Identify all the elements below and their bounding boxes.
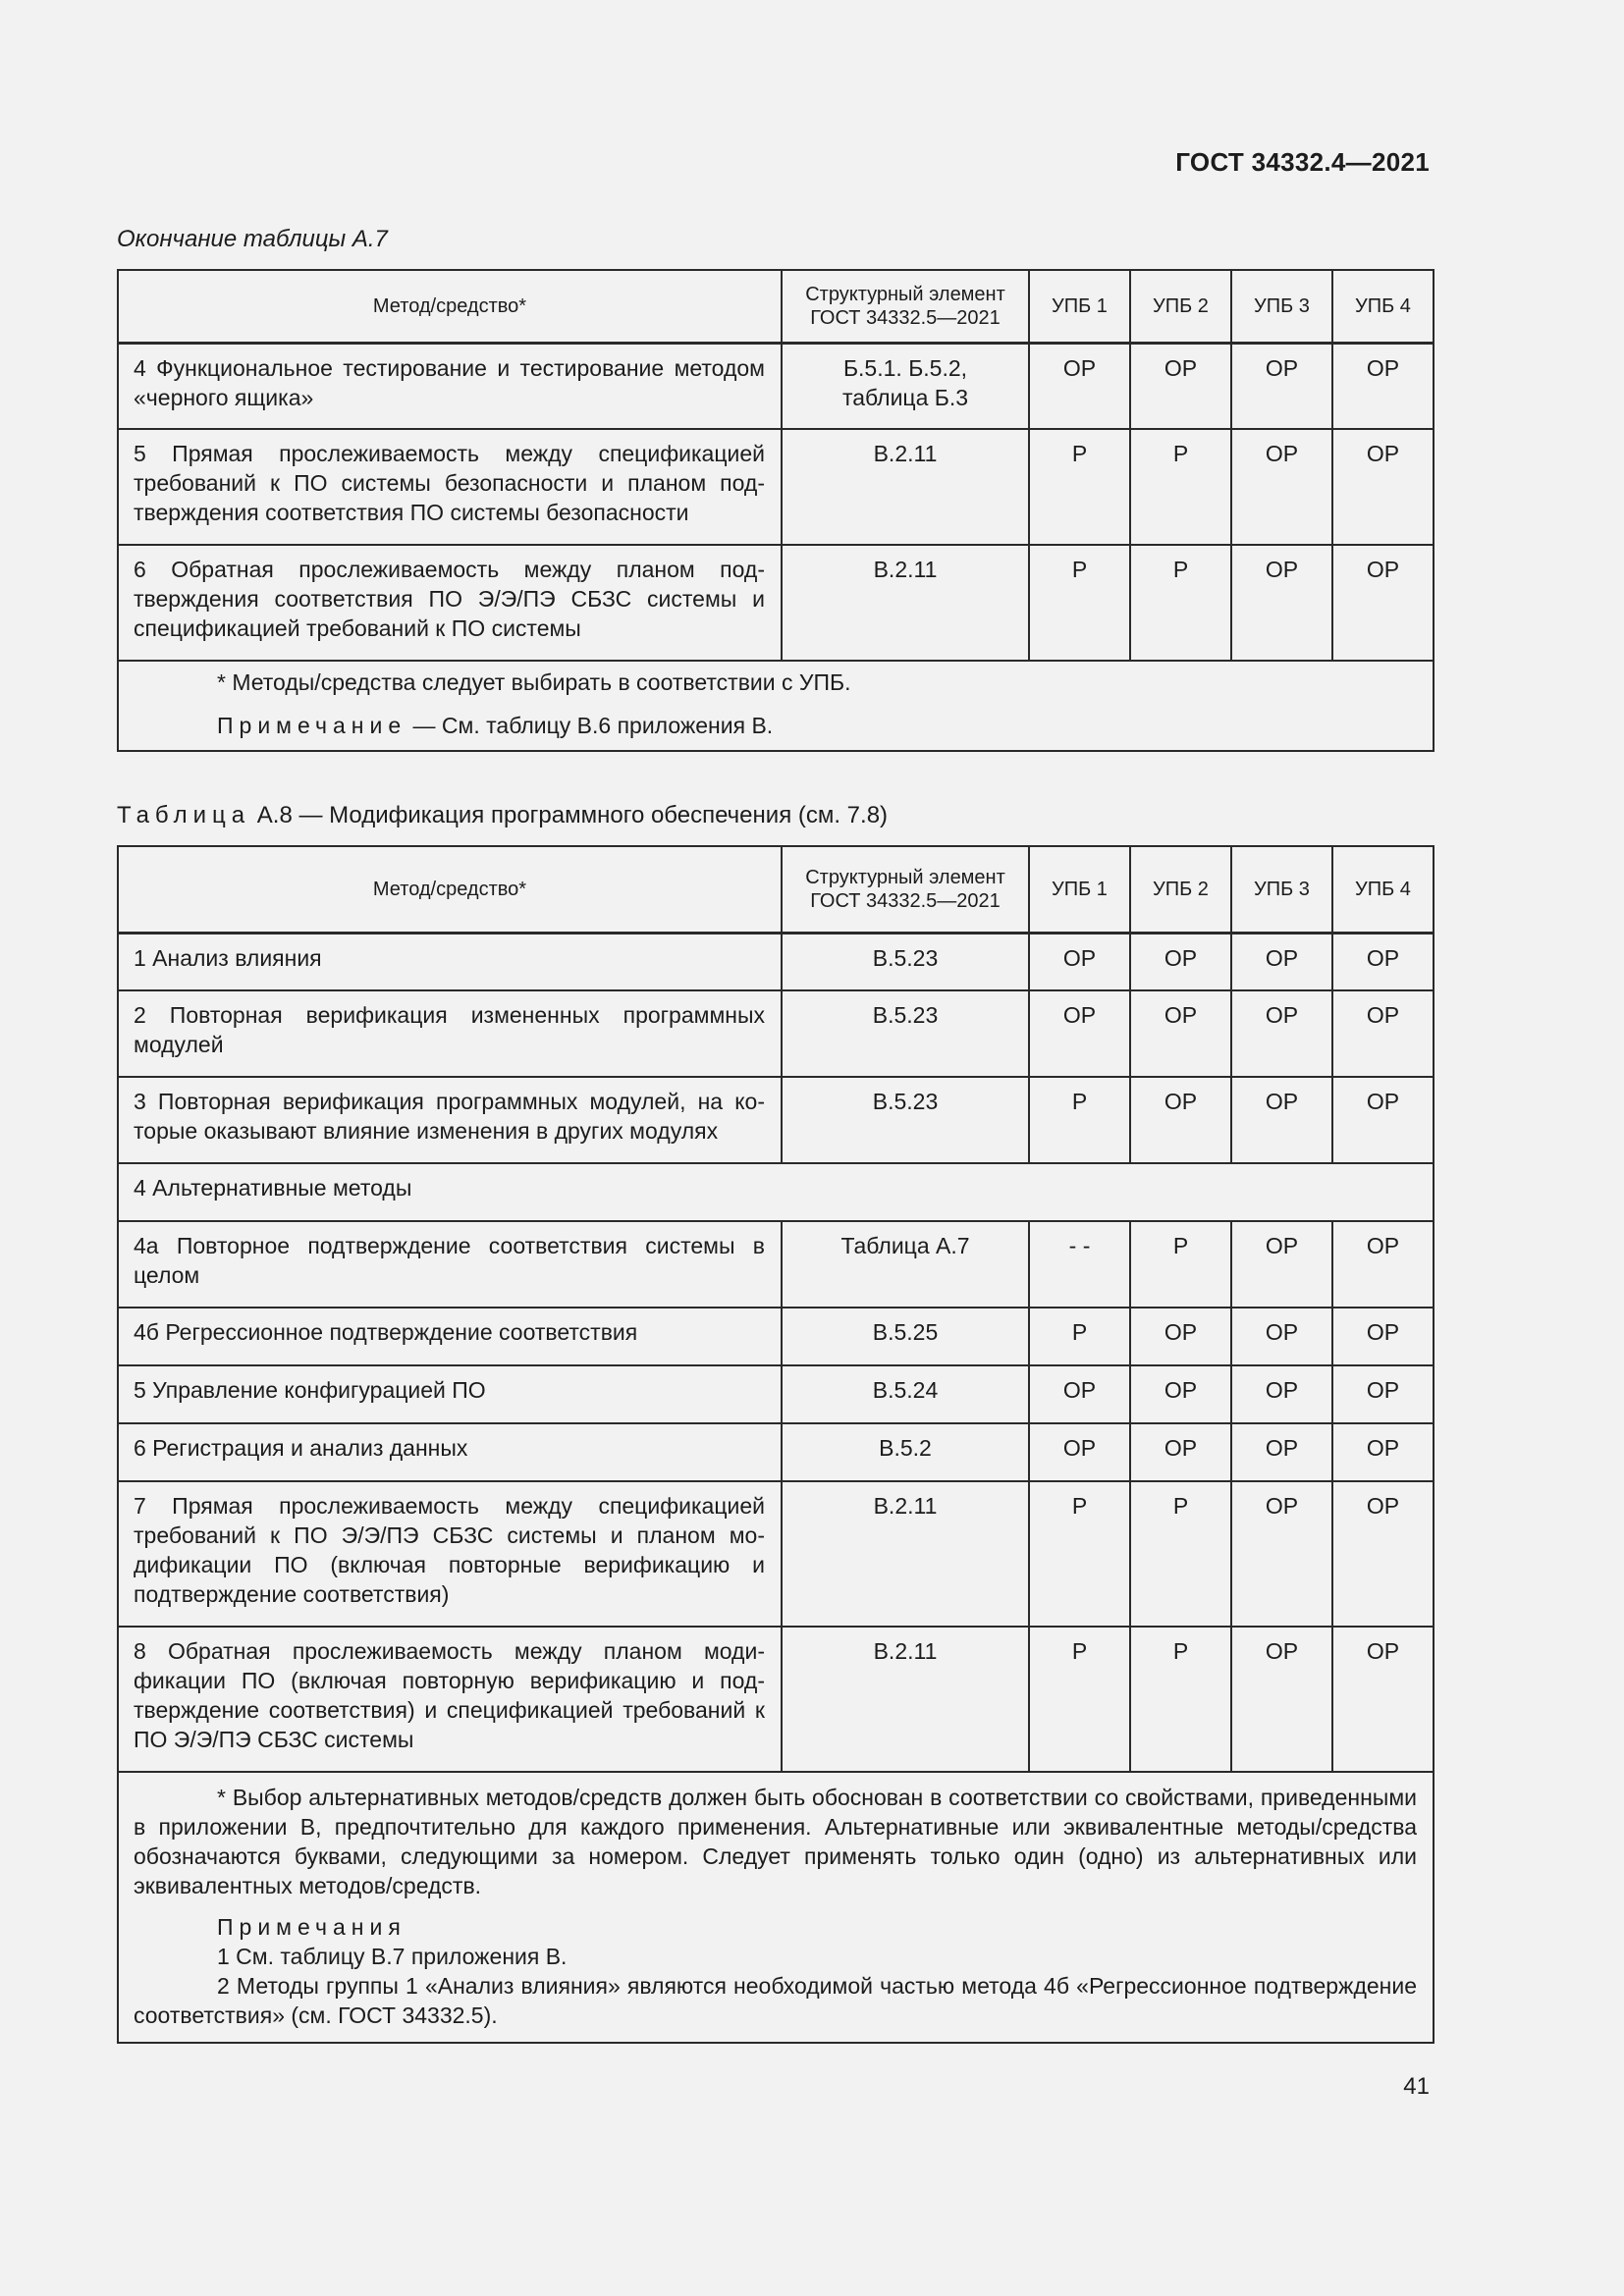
table-row <box>118 1627 1434 1772</box>
upb1-cell: ОР <box>1029 990 1130 1077</box>
upb1-cell: Р <box>1029 1627 1130 1772</box>
upb1-cell: Р <box>1029 545 1130 661</box>
element-cell: В.2.11 <box>782 1481 1029 1627</box>
column-header-upb3: УПБ 3 <box>1231 270 1332 343</box>
upb4-cell: ОР <box>1332 990 1434 1077</box>
method-cell: 2 Повторная верификация измененных программных модулей <box>118 990 782 1077</box>
column-header-method: Метод/средство* <box>118 846 782 933</box>
table-row <box>118 429 1434 545</box>
upb2-cell: ОР <box>1130 343 1231 429</box>
table-group-row <box>118 1163 1434 1221</box>
method-cell: 4 Функциональное тестирование и тестирование методом «черного ящика» <box>118 343 782 429</box>
upb4-cell: ОР <box>1332 343 1434 429</box>
note-item: 1 См. таблицу В.7 приложения В. <box>217 1944 568 1969</box>
column-header-upb2: УПБ 2 <box>1130 270 1231 343</box>
upb3-cell: ОР <box>1231 1481 1332 1627</box>
table-row <box>118 1365 1434 1423</box>
element-cell: Б.5.1. Б.5.2, таблица Б.3 <box>782 343 1029 429</box>
upb1-cell: ОР <box>1029 933 1130 990</box>
column-header-upb4: УПБ 4 <box>1332 270 1434 343</box>
column-header-upb2: УПБ 2 <box>1130 846 1231 933</box>
element-cell: В.5.23 <box>782 1077 1029 1163</box>
column-header-element: Структурный элемент ГОСТ 34332.5—2021 <box>782 846 1029 933</box>
element-cell: В.5.25 <box>782 1308 1029 1365</box>
table-row <box>118 343 1434 429</box>
table-row <box>118 990 1434 1077</box>
method-cell: 6 Регистрация и анализ данных <box>118 1423 782 1481</box>
footnote: * Выбор альтернативных методов/средств должен быть обоснован в соответствии со свойствами, приведенными в приложении В, предпочтительно для каждого применения. Альтернативные или эквивалентные методы/средства обозначаются буквами, следующими за номером. Следует применять только один (одно) из альтернативных или эквивалентных методов/средств. <box>134 1785 1417 1898</box>
method-cell: 5 Управление конфигурацией ПО <box>118 1365 782 1423</box>
method-cell: 8 Обратная прослеживаемость между планом модификации ПО (включая повторную верификацию и подтверждение соответствия) и спецификацией требований к ПО Э/Э/ПЭ СБЗС системы <box>118 1627 782 1772</box>
element-cell: Таблица А.7 <box>782 1221 1029 1308</box>
table-a8 <box>117 845 1435 2044</box>
upb1-cell: Р <box>1029 1481 1130 1627</box>
table-row <box>118 933 1434 990</box>
column-header-upb1: УПБ 1 <box>1029 270 1130 343</box>
upb2-cell: ОР <box>1130 933 1231 990</box>
upb2-cell: Р <box>1130 1627 1231 1772</box>
method-cell: 7 Прямая прослеживаемость между спецификацией требований к ПО Э/Э/ПЭ СБЗС системы и планом модификации ПО (включая повторные верификацию и подтверждение соответствия) <box>118 1481 782 1627</box>
note-label: Примечание <box>217 713 407 738</box>
upb2-cell: ОР <box>1130 1365 1231 1423</box>
element-cell: В.2.11 <box>782 545 1029 661</box>
upb3-cell: ОР <box>1231 1423 1332 1481</box>
table-footnotes <box>118 661 1434 751</box>
method-cell: 4а Повторное подтверждение соответствия системы в целом <box>118 1221 782 1308</box>
method-cell: 5 Прямая прослеживаемость между спецификацией требований к ПО системы безопасности и планом подтверждения соответствия ПО системы безопасности <box>118 429 782 545</box>
upb1-cell: Р <box>1029 1077 1130 1163</box>
table-footer-row <box>118 1772 1434 2043</box>
upb2-cell: Р <box>1130 429 1231 545</box>
upb4-cell: ОР <box>1332 429 1434 545</box>
table-footnotes <box>118 1772 1434 2043</box>
table-row <box>118 1077 1434 1163</box>
table-row <box>118 1221 1434 1308</box>
upb4-cell: ОР <box>1332 545 1434 661</box>
upb4-cell: ОР <box>1332 1627 1434 1772</box>
upb4-cell: ОР <box>1332 933 1434 990</box>
upb4-cell: ОР <box>1332 1308 1434 1365</box>
upb1-cell: - - <box>1029 1221 1130 1308</box>
upb2-cell: ОР <box>1130 1308 1231 1365</box>
upb2-cell: Р <box>1130 1481 1231 1627</box>
method-cell: 6 Обратная прослеживаемость между планом подтверждения соответствия ПО Э/Э/ПЭ СБЗС системы и спецификацией требований к ПО системы <box>118 545 782 661</box>
caption-text: А.8 — Модификация программного обеспечения (см. 7.8) <box>250 802 889 828</box>
element-cell: В.2.11 <box>782 429 1029 545</box>
page-number: 41 <box>1403 2073 1430 2100</box>
upb3-cell: ОР <box>1231 1077 1332 1163</box>
upb4-cell: ОР <box>1332 1221 1434 1308</box>
upb2-cell: ОР <box>1130 1423 1231 1481</box>
table-row <box>118 1308 1434 1365</box>
element-cell: В.5.2 <box>782 1423 1029 1481</box>
table-a7-caption: Окончание таблицы А.7 <box>117 226 388 252</box>
upb3-cell: ОР <box>1231 933 1332 990</box>
upb4-cell: ОР <box>1332 1365 1434 1423</box>
table-row <box>118 545 1434 661</box>
group-heading-cell: 4 Альтернативные методы <box>118 1163 1434 1221</box>
upb1-cell: ОР <box>1029 1423 1130 1481</box>
upb3-cell: ОР <box>1231 429 1332 545</box>
caption-label: Таблица <box>117 802 251 828</box>
method-cell: 4б Регрессионное подтверждение соответствия <box>118 1308 782 1365</box>
upb3-cell: ОР <box>1231 990 1332 1077</box>
element-cell: В.2.11 <box>782 1627 1029 1772</box>
upb4-cell: ОР <box>1332 1481 1434 1627</box>
note-text: — См. таблицу В.6 приложения В. <box>406 713 774 738</box>
upb1-cell: ОР <box>1029 343 1130 429</box>
table-row <box>118 1481 1434 1627</box>
upb2-cell: Р <box>1130 1221 1231 1308</box>
notes-label: Примечания <box>217 1914 406 1940</box>
footnote: * Методы/средства следует выбирать в соответствии с УПБ. <box>217 669 851 695</box>
element-cell: В.5.24 <box>782 1365 1029 1423</box>
column-header-element: Структурный элемент ГОСТ 34332.5—2021 <box>782 270 1029 343</box>
table-a7 <box>117 269 1435 752</box>
upb3-cell: ОР <box>1231 545 1332 661</box>
note <box>134 711 1417 740</box>
upb3-cell: ОР <box>1231 1365 1332 1423</box>
column-header-upb3: УПБ 3 <box>1231 846 1332 933</box>
upb2-cell: ОР <box>1130 1077 1231 1163</box>
element-cell: В.5.23 <box>782 990 1029 1077</box>
upb4-cell: ОР <box>1332 1077 1434 1163</box>
upb1-cell: Р <box>1029 429 1130 545</box>
upb4-cell: ОР <box>1332 1423 1434 1481</box>
table-a8-caption <box>117 802 888 829</box>
column-header-upb1: УПБ 1 <box>1029 846 1130 933</box>
upb3-cell: ОР <box>1231 1221 1332 1308</box>
upb3-cell: ОР <box>1231 1308 1332 1365</box>
note-item: 2 Методы группы 1 «Анализ влияния» являются необходимой частью метода 4б «Регрессионное подтверждение соответствия» (см. ГОСТ 34332.5). <box>134 1973 1417 2028</box>
upb3-cell: ОР <box>1231 1627 1332 1772</box>
column-header-method: Метод/средство* <box>118 270 782 343</box>
upb1-cell: Р <box>1029 1308 1130 1365</box>
element-cell: В.5.23 <box>782 933 1029 990</box>
table-footer-row <box>118 661 1434 751</box>
method-cell: 1 Анализ влияния <box>118 933 782 990</box>
upb2-cell: ОР <box>1130 990 1231 1077</box>
upb1-cell: ОР <box>1029 1365 1130 1423</box>
column-header-upb4: УПБ 4 <box>1332 846 1434 933</box>
upb3-cell: ОР <box>1231 343 1332 429</box>
method-cell: 3 Повторная верификация программных модулей, на которые оказывают влияние изменения в других модулях <box>118 1077 782 1163</box>
document-code: ГОСТ 34332.4—2021 <box>1175 147 1430 177</box>
table-row <box>118 1423 1434 1481</box>
upb2-cell: Р <box>1130 545 1231 661</box>
